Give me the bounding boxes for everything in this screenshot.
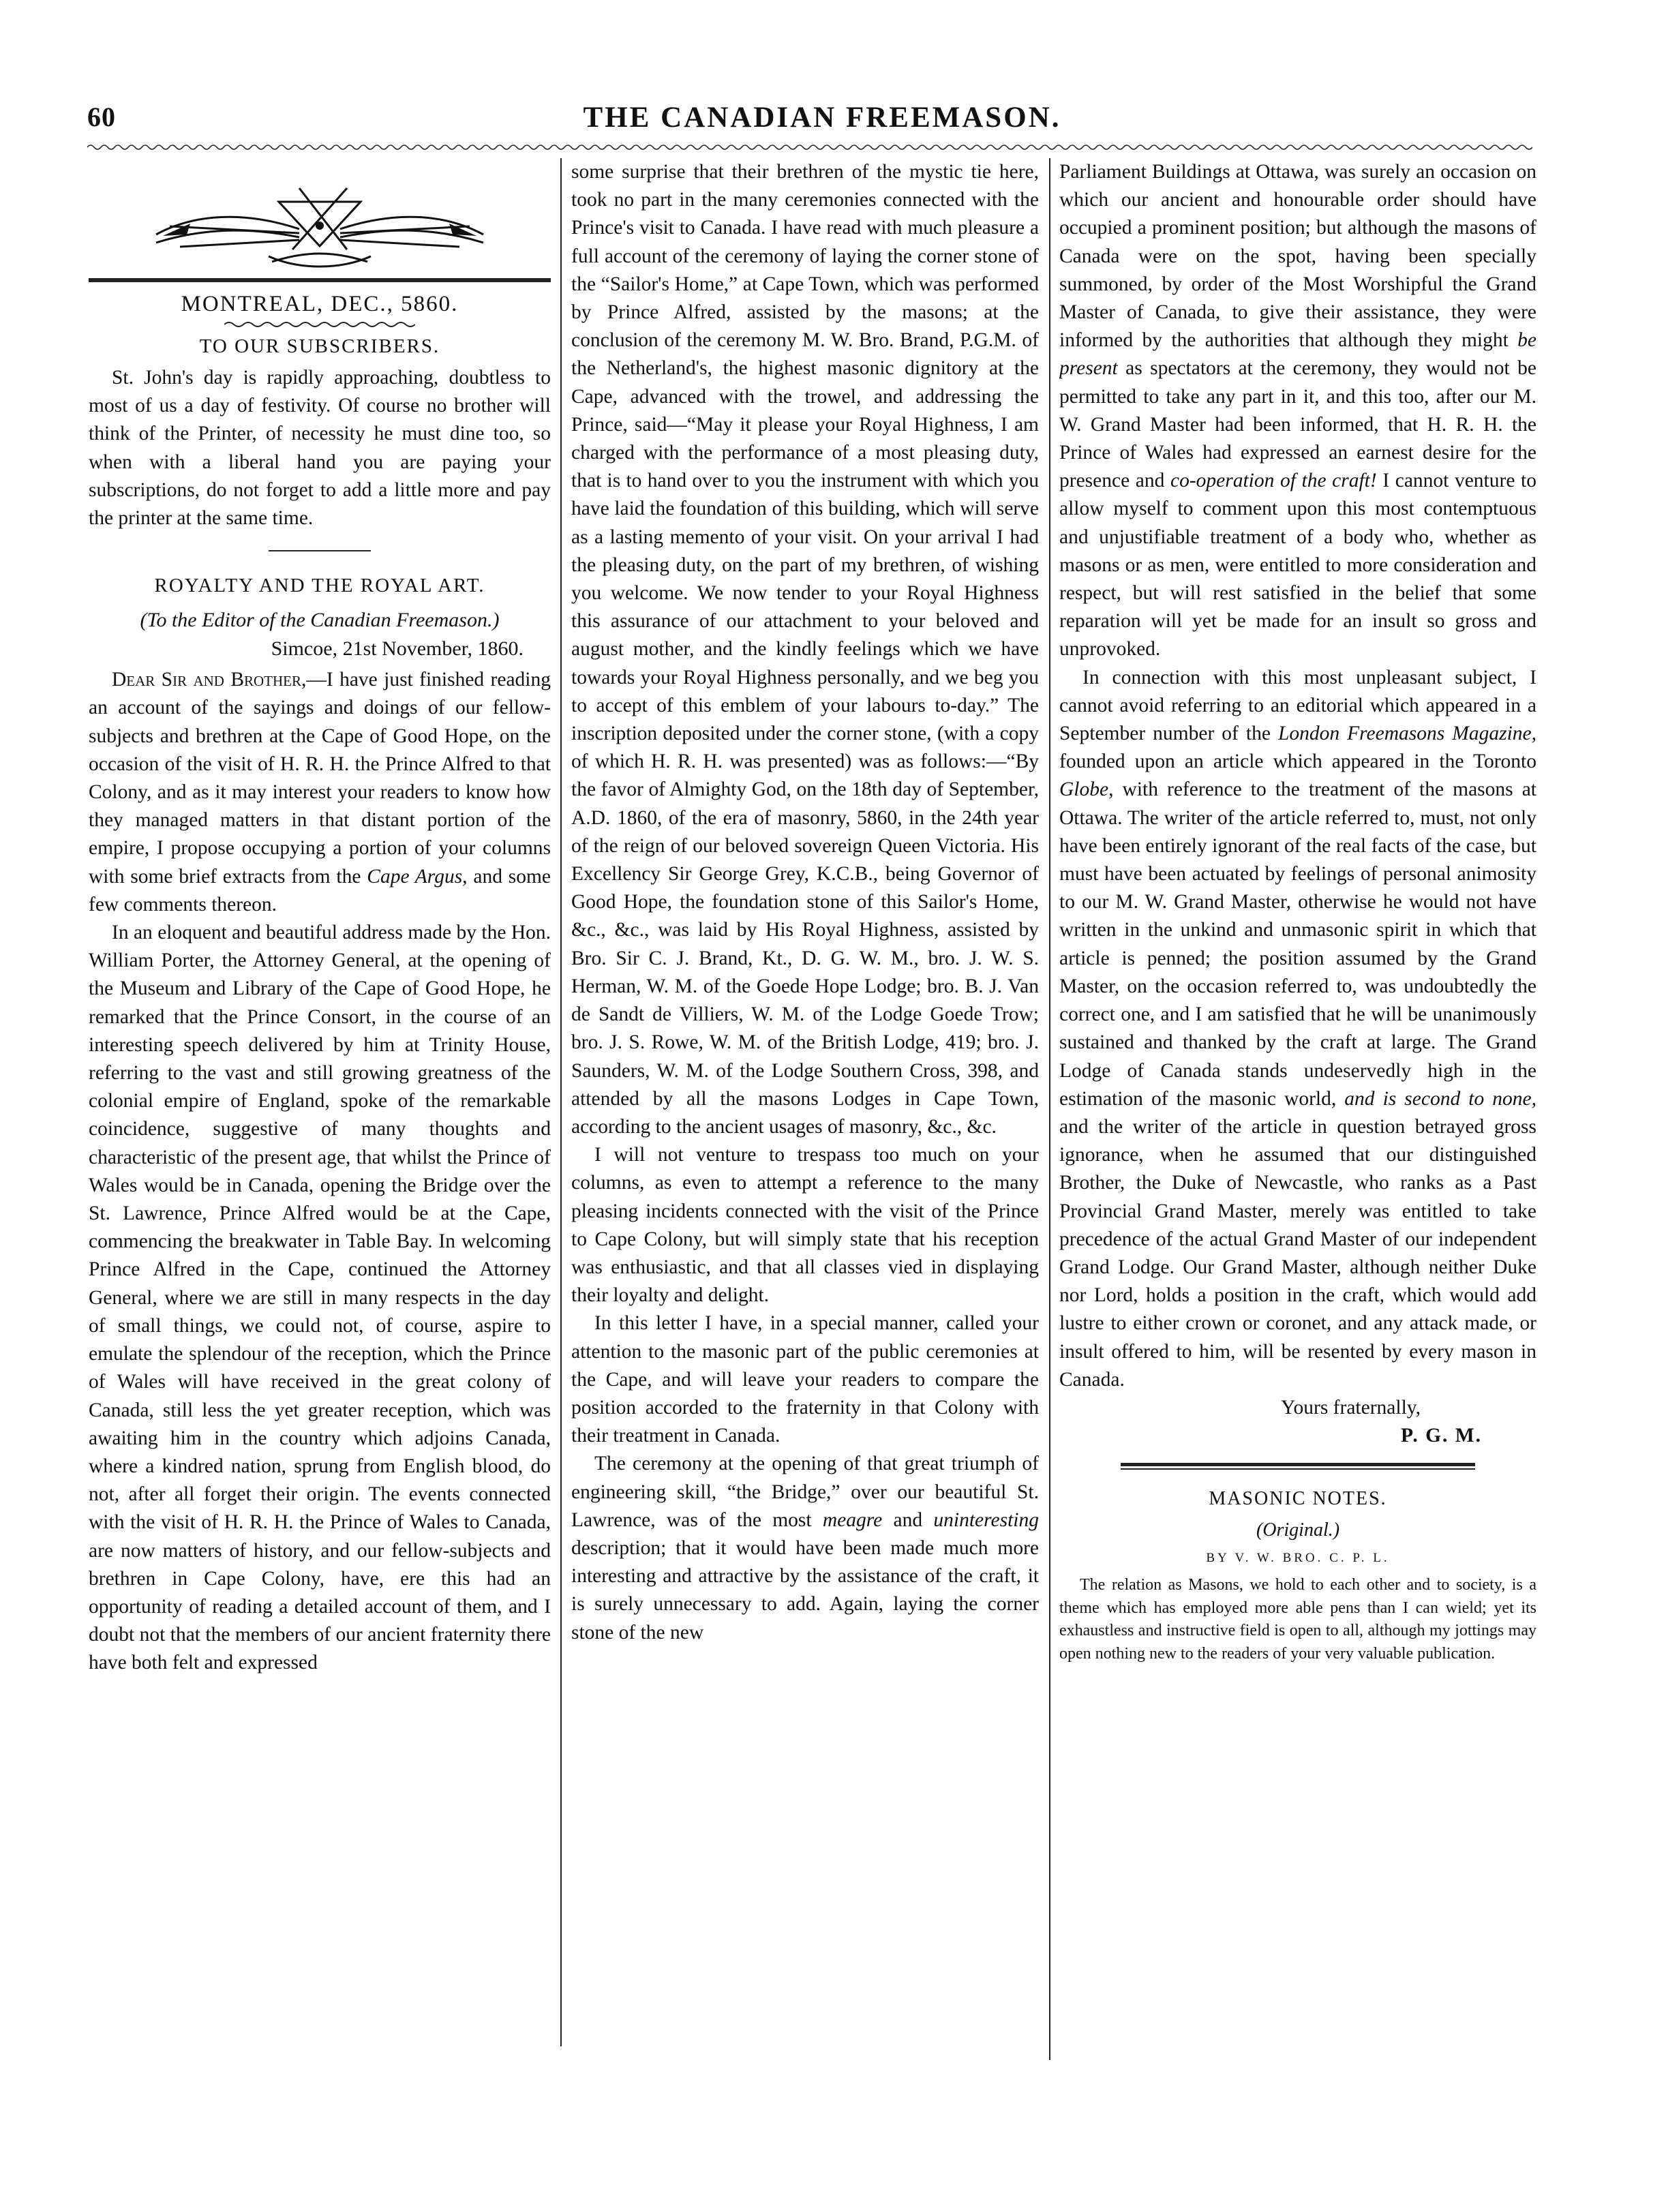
letter-paragraph: In connection with this most unpleasant subject, I cannot avoid referring to an editorial which appeared in a September number of the London Freemasons Magazine, founded upon an article which appeared in the Toronto Globe, with reference to the treatment of the masons at Ottawa. The writer of the article referred to, must, not only have been entirely ignorant of the real facts of the case, but must have been actuated by feelings of personal animosity to our M. W. Grand Master, otherwise he would not have written in the unkind and unmasonic spirit in which that article is penned; the position assumed by the Grand Master, on the occasion referred to, was undoubtedly the correct one, and I am satisfied that he will be unanimously sustained and thanked by the craft at large. The Grand Lodge of Canada stands undeservedly high in the estimation of the masonic world, and is second to none, and the writer of the article in question betrayed gross ignorance, when he assumed that our distinguished Brother, the Duke of Newcastle, who ranks as a Past Provincial Grand Master, merely was entitled to take precedence of the actual Grand Master of our independent Grand Lodge. Our Grand Master, although neither Duke nor Lord, holds a position in the craft, which would add lustre to either crown or coronet, and any attack made, or insult offered to him, will be resented by every mason in Canada. <box>1059 666 1536 1391</box>
column-2 <box>571 158 1039 2110</box>
column-rule-1 <box>560 158 562 2046</box>
page-number: 60 <box>87 102 116 132</box>
subscribers-paragraph: St. John's day is rapidly approaching, doubtless to most of us a day of festivity. Of course no brother will think of the Printer, of necessity he must dine too, so when with a liberal hand you are paying your subscriptions, do not forget to add a little more and pay the printer at the same time. <box>89 367 551 530</box>
subscribers-heading: TO OUR SUBSCRIBERS. <box>199 335 440 357</box>
letter-paragraph: In this letter I have, in a special manner, called your attention to the masonic part of the public ceremonies at the Cape, and will leave your readers to compare the position accorded to the fraternity in that Colony with their treatment in Canada. <box>571 1312 1039 1447</box>
column-3 <box>1059 158 1536 2110</box>
signature-initials: P. G. M. <box>1401 1425 1482 1447</box>
short-divider <box>269 550 371 551</box>
masonic-notes-subheading: (Original.) <box>1256 1519 1340 1541</box>
column-1 <box>89 158 551 2110</box>
to-editor-line: (To the Editor of the Canadian Freemason.) <box>140 609 500 632</box>
masonic-emblem-icon <box>142 161 497 277</box>
editorial-dateline: MONTREAL, DEC., 5860. <box>181 292 459 316</box>
letter-paragraph: Parliament Buildings at Ottawa, was surely an occasion on which our ancient and honourable order should have occupied a prominent position; but although the masons of Canada were on the spot, having been specially summoned, by order of the Most Worshipful the Grand Master of Canada, to give their assistance, they were informed by the authorities that although they might be present as spectators at the ceremony, they would not be permitted to take any part in it, and this too, after our M. W. Grand Master had been informed, that H. R. H. the Prince of Wales had expressed an earnest desire for the presence and co-operation of the craft! I cannot venture to allow myself to comment upon this most contemptuous and unjustifiable treatment of a body who, whether as masons or as men, were entitled to more consideration and respect, but will rest satisfied in the belief that some reparation will yet be made for an insult so gross and unprovoked. <box>1059 161 1536 661</box>
notes-paragraph: The relation as Masons, we hold to each other and to society, is a theme which has employed more able pens than I can wield; yet its exhaustless and instructive field is open to all, although my jottings may open nothing new to the readers of your very valuable publication. <box>1059 1576 1536 1663</box>
masonic-notes-body <box>1059 1574 1536 1665</box>
letter-paragraph: Dear Sir and Brother,—I have just finished reading an account of the sayings and doings of our fellow-subjects and brethren at the Cape of Good Hope, on the occasion of the visit of H. R. H. the Prince Alfred to that Colony, and as it may interest your readers to know how they managed matters in that distant portion of the empire, I propose occupying a portion of your columns with some brief extracts from the Cape Argus, and some few comments thereon. <box>89 669 551 915</box>
letter-paragraph: I will not venture to trespass too much on your columns, as even to attempt a reference to the many pleasing incidents connected with the visit of the Prince to Cape Colony, but will simply state that his reception was enthusiastic, and that all classes vied in displaying their loyalty and delight. <box>571 1144 1039 1307</box>
cape-argus-title: Cape Argus, <box>367 865 468 888</box>
double-rule-divider <box>1121 1462 1475 1470</box>
emblem-underline <box>89 277 551 285</box>
letter-dateline: Simcoe, 21st November, 1860. <box>271 637 524 661</box>
letter-paragraph: In an eloquent and beautiful address made by the Hon. William Porter, the Attorney General, at the opening of the Museum and Library of the Cape of Good Hope, he remarked that the Prince Consort, in the course of an interesting speech delivered by him at Trinity House, referring to the vast and still growing greatness of the colonial empire of England, spoke of the remarkable coincidence, suggestive of many thoughts and characteristic of the present age, that whilst the Prince of Wales would be in Canada, opening the Bridge over the St. Lawrence, Prince Alfred would be at the Cape, commencing the breakwater in Table Bay. In welcoming Prince Alfred in the Cape, continued the Attorney General, where we are still in many respects in the day of small things, we could not, of course, aspire to emulate the splendour of the reception, which the Prince of Wales will have received in the great colony of Canada, still less the yet greater reception, which was awaiting him in the country which adjoins Canada, where a kindred nation, sprung from English blood, do not, after all forget their origin. The events connected with the visit of H. R. H. the Prince of Wales to Canada, are now matters of history, and our fellow-subjects and brethren in Cape Colony, have, ere this had an opportunity of reading a detailed account of them, and I doubt not that the members of our ancient fraternity there have both felt and expressed <box>89 922 551 1674</box>
letter-paragraph: some surprise that their brethren of the mystic tie here, took no part in the many ceremonies connected with the Prince's visit to Canada. I have read with much pleasure a full account of the ceremony of laying the corner stone of the “Sailor's Home,” at Cape Town, which was performed by Prince Alfred, assisted by the masons; at the conclusion of the ceremony M. W. Bro. Brand, P.G.M. of the Netherland's, the highest masonic dignitory at the Cape, advanced with the trowel, and addressing the Prince, said—“May it please your Royal Highness, I am charged with the performance of a most pleasing duty, that is to hand over to you the instrument with which you have laid the foundation of this building, which will serve as a lasting memento of your visit. On your arrival I had the pleasing duty, on the part of my brethren, of wishing you welcome. We now tender to your Royal Highness this assurance of our attachment to your beloved and august mother, and the kindly feelings which we have towards your Royal Highness personally, and we beg you to accept of this emblem of your labours to-day.” The inscription deposited under the corner stone, (with a copy of which H. R. H. was presented) was as follows:—“By the favor of Almighty God, on the 18th day of September, A.D. 1860, of the era of masonry, 5860, in the 24th year of the reign of our beloved sovereign Queen Victoria. His Excellency Sir George Grey, K.C.B., being Governor of Good Hope, the foundation stone of this Sailor's Home, &c., &c., was laid by His Royal Highness, assisted by Bro. Sir C. J. Brand, Kt., D. G. W. M., bro. J. W. S. Herman, W. M. of the Goede Hope Lodge; bro. B. J. Van de Sandt de Villiers, W. M. of the Lodge Goede Trow; bro. J. S. Rowe, W. M. of the British Lodge, 419; bro. J. Saunders, W. M. of the Lodge Southern Cross, 398, and attended by all the masons Lodges in Cape Town, according to the ancient usages of masonry, &c., &c. <box>571 161 1039 1138</box>
wavy-divider <box>224 320 415 329</box>
letter-paragraph: The ceremony at the opening of that great triumph of engineering skill, “the Bridge,” over our beautiful St. Lawrence, was of the most meagre and uninteresting description; that it would have been made much more interesting and attractive by the assistance of the craft, it is surely unnecessary to add. Again, laying the corner stone of the new <box>571 1453 1039 1643</box>
sign-off: Yours fraternally, <box>1281 1396 1421 1419</box>
journal-title: THE CANADIAN FREEMASON. <box>583 102 1061 134</box>
header-wavy-rule <box>87 142 1532 153</box>
column-rule-2 <box>1049 158 1050 2060</box>
masonic-notes-heading: MASONIC NOTES. <box>1209 1488 1387 1510</box>
letter-heading: ROYALTY AND THE ROYAL ART. <box>154 575 485 597</box>
masonic-notes-byline: BY V. W. BRO. C. P. L. <box>1206 1551 1390 1566</box>
salutation: Dear Sir and Brother, <box>112 669 307 691</box>
